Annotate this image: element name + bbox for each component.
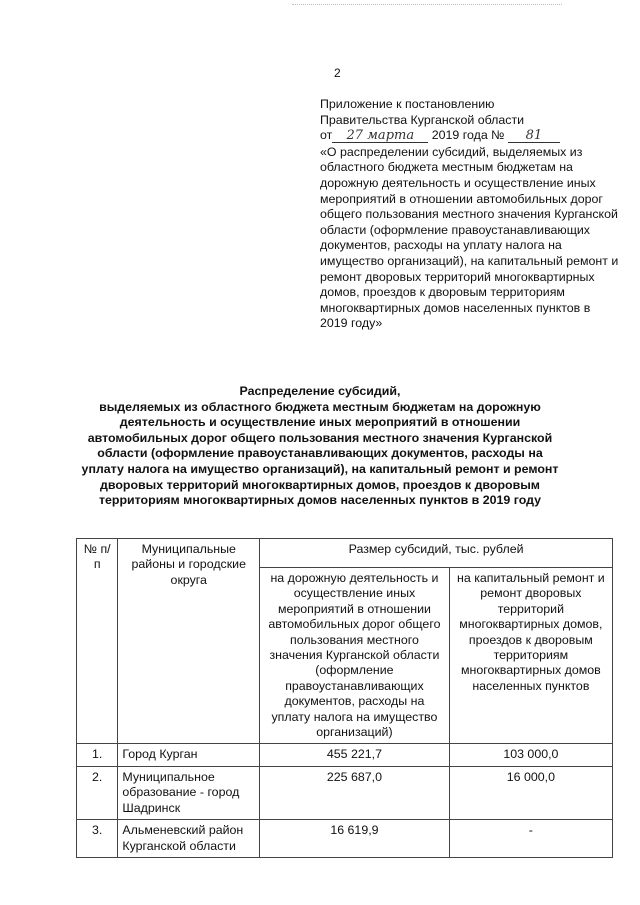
row-yard-amount: 103 000,0 <box>449 744 612 766</box>
header-road-activity: на дорожную деятельность и осуществление иных мероприятий в отношении автомобильных дорог общего пользования местного значения Курганской области (оформление правоустанавливающих документов, расходы на уплату налога на имущество организаций) <box>260 568 450 744</box>
page-number: 2 <box>334 66 341 80</box>
row-road-amount: 455 221,7 <box>260 744 450 766</box>
row-municipality: Муниципальное образование - город Шадринск <box>118 766 260 819</box>
header-yard-repair: на капитальный ремонт и ремонт дворовых территорий многоквартирных домов, проездов к дворовым территориям многоквартирных домов населенных пунктов <box>449 568 612 744</box>
row-road-amount: 225 687,0 <box>260 766 450 819</box>
appendix-block <box>320 97 620 332</box>
header-num: № п/п <box>77 539 118 744</box>
appendix-line-1: Приложение к постановлению <box>320 97 495 111</box>
row-yard-amount: - <box>449 820 612 858</box>
row-road-amount: 16 619,9 <box>260 820 450 858</box>
handwritten-date: 27 марта <box>332 130 428 143</box>
header-subsidy-size: Размер субсидий, тыс. рублей <box>260 539 613 568</box>
row-municipality: Город Курган <box>118 744 260 766</box>
scan-artifact-line <box>292 4 562 11</box>
heading-title: Распределение субсидий, <box>239 384 401 398</box>
document-heading <box>80 384 560 509</box>
row-num: 2. <box>77 766 118 819</box>
handwritten-number: 81 <box>508 130 560 143</box>
from-label: от <box>320 128 333 143</box>
appendix-line-2: Правительства Курганской области <box>320 112 525 127</box>
table-row <box>77 766 613 819</box>
decree-title: «О распределении субсидий, выделяемых из областного бюджета местным бюджетам на дорожную деятельность и осуществление иных мероприятий в отношении автомобильных дорог общего пользования местного значения Курганской области (оформление правоустанавливающих документов, расходы на уплату налога на имущество организаций), на капитальный ремонт и ремонт дворовых территорий многоквартирных домов, проездов к дворовым территориям многоквартирных домов населенных пунктов в 2019 году» <box>320 144 619 331</box>
table-row <box>77 820 613 858</box>
year-text: 2019 года № <box>431 128 505 143</box>
appendix-date-line <box>320 128 620 144</box>
heading-body: выделяемых из областного бюджета местным бюджетам на дорожную деятельность и осуществление иных мероприятий в отношении автомобильных дорог общего пользования местного значения Курганской области (оформление правоустанавливающих документов, расходы на уплату налога на имущество организаций), на капитальный ремонт и ремонт дворовых территорий многоквартирных домов, проездов к дворовым территориям многоквартирных домов населенных пунктов в 2019 году <box>81 399 559 508</box>
row-yard-amount: 16 000,0 <box>449 766 612 819</box>
header-municipality: Муниципальные районы и городские округа <box>118 539 260 744</box>
row-municipality: Альменевский район Курганской области <box>118 820 260 858</box>
table-row <box>77 744 613 766</box>
subsidy-table <box>76 538 613 858</box>
row-num: 1. <box>77 744 118 766</box>
row-num: 3. <box>77 820 118 858</box>
